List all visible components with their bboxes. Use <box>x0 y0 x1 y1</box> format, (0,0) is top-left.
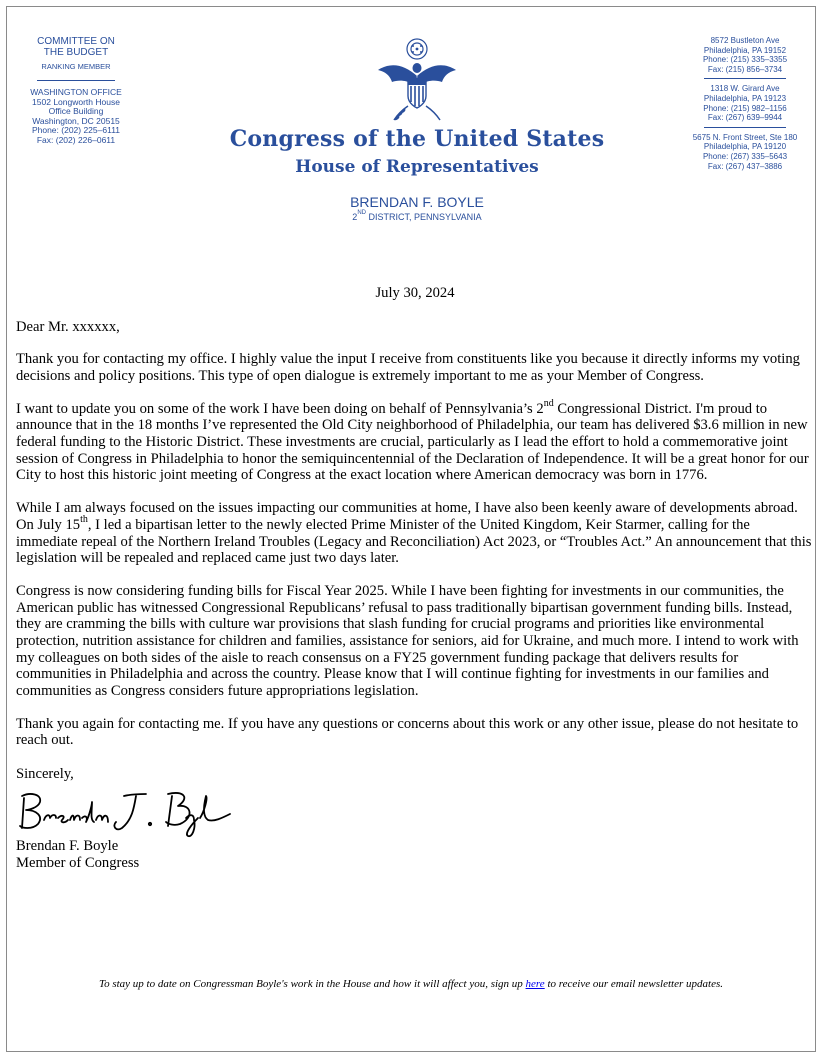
member-name: BRENDAN F. BOYLE <box>350 194 484 210</box>
paragraph-3-part-a: While I am always focused on the issues impacting our communities at home, I have also been keenly aware of developments abroad. On July 15 <box>16 500 798 533</box>
paragraph-2 <box>16 398 814 484</box>
paragraph-3-sup: th <box>80 514 88 526</box>
paragraph-2-sup: nd <box>543 398 554 410</box>
newsletter-signup-link[interactable]: here <box>525 978 545 990</box>
office1-fax: Fax: (215) 856–3734 <box>707 64 783 74</box>
salutation: Dear Mr. xxxxxx, <box>16 318 120 335</box>
office2-fax: Fax: (267) 639–9944 <box>707 113 783 123</box>
office2-city: Philadelphia, PA 19123 <box>703 93 787 103</box>
office1-city: Philadelphia, PA 19152 <box>703 45 787 55</box>
newsletter-footer <box>16 978 806 990</box>
office2-street: 1318 W. Girard Ave <box>710 84 780 94</box>
dc-phone: Phone: (202) 225–6111 <box>31 125 121 136</box>
letterhead-right <box>686 36 804 171</box>
office2-phone: Phone: (215) 982–1156 <box>703 103 787 113</box>
dc-address-line1: 1502 Longworth House <box>32 96 120 107</box>
dc-address-line3: Washington, DC 20515 <box>32 115 120 126</box>
letter-date: July 30, 2024 <box>375 285 455 301</box>
footer-text-after: to receive our email newsletter updates. <box>544 978 723 990</box>
district-suffix: ND <box>357 210 366 216</box>
paragraph-3-part-b: , I led a bipartisan letter to the newly elected Prime Minister of the United Kingdom, Keir Starmer, calling for the immediate repeal of the Northern Ireland Troubles (Legacy and Reconciliation) Act 2023, or “Troubles Act.” An announcement that this legislation will be repealed and replaced came just two days later. <box>16 516 812 567</box>
dc-address-line2: Office Building <box>48 106 104 117</box>
signature-icon <box>16 784 236 838</box>
footer-text-before: To stay up to date on Congressman Boyle's work in the House and how it will affect you, sign up <box>98 978 526 990</box>
office1-phone: Phone: (215) 335–3355 <box>702 55 788 65</box>
office3-phone: Phone: (267) 335–5643 <box>702 151 788 161</box>
committee-line2: THE BUDGET <box>43 47 109 58</box>
signer-title: Member of Congress <box>16 854 140 871</box>
divider <box>704 78 786 79</box>
office3-fax: Fax: (267) 437–3886 <box>707 161 783 171</box>
district-rest: DISTRICT, PENNSYLVANIA <box>365 212 482 222</box>
dc-fax: Fax: (202) 226–0611 <box>36 134 116 145</box>
paragraph-2-part-a: I want to update you on some of the work I have been doing on behalf of Pennsylvania’s 2 <box>16 400 544 417</box>
divider <box>704 127 786 128</box>
paragraph-2-part-b: Congressional District. I'm proud to announce that in the 18 months I’ve represented the Old City neighborhood of Philadelphia, our team has delivered $3.6 million in new federal funding to the Historic District. These investments are crucial, particularly as I lead the effort to hold a commemorative joint session of Congress in Philadelphia to honor the semiquincentennial of the Declaration of Independence. It will be a great honor for our City to host this historic joint meeting of Congress at the exact location where American democracy was born in 1776. <box>16 400 809 484</box>
office-title: WASHINGTON OFFICE <box>30 87 122 97</box>
closing: Sincerely, <box>16 765 74 782</box>
office1-street: 8572 Bustleton Ave <box>710 36 780 45</box>
paragraph-3 <box>16 500 814 566</box>
signer-name: Brendan F. Boyle <box>16 838 119 855</box>
eagle-seal-icon <box>372 36 462 126</box>
committee-line1: COMMITTEE ON <box>37 36 115 47</box>
letter-body <box>16 285 814 871</box>
office3-street: 5675 N. Front Street, Ste 180 <box>692 132 798 142</box>
letterhead-left <box>20 36 132 146</box>
committee-role: RANKING MEMBER <box>41 62 111 71</box>
paragraph-5: Thank you again for contacting me. If you have any questions or concerns about this work or any other issue, please do not hesitate to reach out. <box>16 715 799 749</box>
member-district <box>220 212 614 223</box>
divider <box>37 80 115 81</box>
paragraph-4: Congress is now considering funding bills for Fiscal Year 2025. While I have been fighting for investments in our communities, the American public has witnessed Congressional Republicans’ refusal to pass traditionally bipartisan government funding bills. Instead, they are cramming the bills with culture war provisions that slash funding for crucial programs and priorities like environmental protection, nutrition assistance for children and families, assistance for seniors, aid for Ukraine, and much more. I intend to work with my colleagues on both sides of the aisle to reach consensus on a FY25 government funding package that delivers results for communities in Philadelphia and across the country. Please know that I will continue fighting for investments in our families and communities as Congress considers future appropriations legislation. <box>16 583 799 699</box>
letterhead-subtitle: House of Representatives <box>295 157 539 177</box>
office3-city: Philadelphia, PA 19120 <box>703 142 787 152</box>
district-ordinal: 2 <box>352 212 358 222</box>
letterhead-title: Congress of the United States <box>229 126 605 152</box>
paragraph-1: Thank you for contacting my office. I highly value the input I receive from constituents like you because it directly informs my voting decisions and policy positions. This type of open dialogue is extremely important to me as your Member of Congress. <box>16 351 800 384</box>
